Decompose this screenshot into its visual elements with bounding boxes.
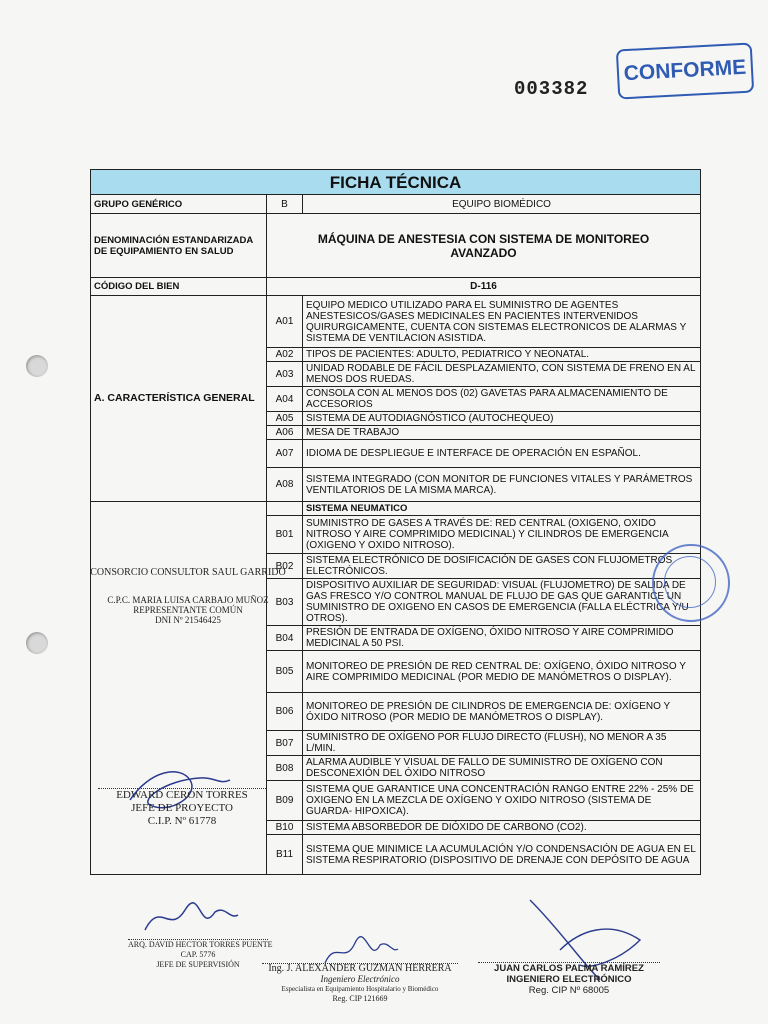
spec-description: SISTEMA QUE MINIMICE LA ACUMULACIÓN Y/O CONDENSACIÓN DE AGUA EN EL SISTEMA RESPIRATORIO (DISPOSITIVO DE DRENAJE CON DEPÓSITO DE AGUA — [303, 835, 701, 875]
palma-cip: Reg. CIP Nº 68005 — [528, 985, 610, 996]
spec-code: A08 — [267, 468, 303, 502]
spec-description: SISTEMA INTEGRADO (CON MONITOR DE FUNCIONES VITALES Y PARÁMETROS VENTILATORIOS DE LA MISMA MARCA). — [303, 468, 701, 502]
spec-code: B04 — [267, 626, 303, 651]
grupo-code: B — [267, 195, 303, 214]
consorcio-dni: DNI Nº 21546425 — [155, 615, 221, 625]
spec-description: SISTEMA QUE GARANTICE UNA CONCENTRACIÓN RANGO ENTRE 22% - 25% DE OXIGENO EN LA MEZCLA DE OXÍGENO Y OXIDO NITROSO (SISTEMA DE GUARDA- HIPOXICA). — [303, 781, 701, 821]
spec-code: B02 — [267, 554, 303, 579]
denominacion-value: MÁQUINA DE ANESTESIA CON SISTEMA DE MONITOREO AVANZADO — [267, 214, 701, 278]
spec-description: DISPOSITIVO AUXILIAR DE SEGURIDAD: VISUAL (FLUJOMETRO) DE SALIDA DE GAS FRESCO Y/O CONTROL MANUAL DE FLUJO DE GAS QUE GARANTICE UN SUMINISTRO DE OXIGENO EN CASOS DE EMERGENCIA (FALLA ELÉCTRICA Y/U OTROS). — [303, 579, 701, 626]
spec-description: SUMINISTRO DE GASES A TRAVÉS DE: RED CENTRAL (OXIGENO, OXIDO NITROSO Y AIRE COMPRIMIDO MEDICINAL) Y CILINDROS DE EMERGENCIA (OXIGENO Y OXIDO NITROSO). — [303, 516, 701, 554]
spec-code: B09 — [267, 781, 303, 821]
jefe-proyecto-name: EDWARD CERON TORRES — [98, 788, 266, 802]
spec-code: B06 — [267, 693, 303, 731]
guzman-cip: Reg. CIP 121669 — [332, 994, 388, 1003]
spec-code: A03 — [267, 362, 303, 387]
guzman-specialty: Especialista en Equipamiento Hospitalario y Biomédico — [281, 985, 439, 993]
spec-description: SUMINISTRO DE OXÍGENO POR FLUJO DIRECTO (FLUSH), NO MENOR A 35 L/MIN. — [303, 731, 701, 756]
palma-title: INGENIERO ELECTRÓNICO — [506, 974, 632, 985]
guzman-title: Ingeniero Electrónico — [320, 974, 400, 984]
subsection-title: SISTEMA NEUMATICO — [303, 502, 701, 516]
spec-code: B01 — [267, 516, 303, 554]
spec-code: A05 — [267, 412, 303, 426]
jefe-proyecto-title: JEFE DE PROYECTO — [131, 802, 233, 814]
palma-name: JUAN CARLOS PALMA RAMÍREZ — [478, 962, 660, 974]
spec-description: ALARMA AUDIBLE Y VISUAL DE FALLO DE SUMINISTRO DE OXÍGENO CON DESCONEXIÓN DEL ÓXIDO NITROSO — [303, 756, 701, 781]
signature-ing-guzman — [262, 963, 458, 1004]
codigo-label: CÓDIGO DEL BIEN — [91, 278, 267, 296]
punch-hole-bottom — [26, 632, 48, 654]
subsection-row — [91, 502, 701, 516]
signature-ing-palma — [478, 962, 660, 996]
spec-code: A04 — [267, 387, 303, 412]
spec-description: SISTEMA ELECTRÓNICO DE DOSIFICACIÓN DE GASES CON FLUJOMETROS ELECTRÓNICOS. — [303, 554, 701, 579]
spec-code: A07 — [267, 440, 303, 468]
signature-jefe-supervision — [128, 939, 273, 970]
spec-description: TIPOS DE PACIENTES: ADULTO, PEDIATRICO Y NEONATAL. — [303, 348, 701, 362]
subsection-code-cell — [267, 502, 303, 516]
section-a-label: A. CARACTERÍSTICA GENERAL — [91, 296, 267, 502]
spec-code: A01 — [267, 296, 303, 348]
spec-code: A06 — [267, 426, 303, 440]
guzman-name: Ing. J. ALEXANDER GUZMAN HERRERA — [262, 963, 458, 974]
spec-description: MESA DE TRABAJO — [303, 426, 701, 440]
spec-description: UNIDAD RODABLE DE FÁCIL DESPLAZAMIENTO, CON SISTEMA DE FRENO EN AL MENOS DOS RUEDAS. — [303, 362, 701, 387]
signature-consorcio — [88, 568, 288, 625]
spec-description: MONITOREO DE PRESIÓN DE RED CENTRAL DE: OXÍGENO, ÓXIDO NITROSO Y AIRE COMPRIMIDO MEDICINAL (POR MEDIO DE MANÓMETROS O DISPLAY). — [303, 651, 701, 693]
jefe-supervision-title: JEFE DE SUPERVISIÓN — [156, 960, 240, 969]
spec-row-a — [91, 296, 701, 348]
spec-description: SISTEMA DE AUTODIAGNÓSTICO (AUTOCHEQUEO) — [303, 412, 701, 426]
grupo-label: GRUPO GENÉRICO — [91, 195, 267, 214]
spec-code: B07 — [267, 731, 303, 756]
codigo-value: D-116 — [267, 278, 701, 296]
jefe-supervision-cap: CAP. 5776 — [180, 950, 216, 959]
spec-description: MONITOREO DE PRESIÓN DE CILINDROS DE EMERGENCIA DE: OXÍGENO Y ÓXIDO NITROSO (POR MEDIO DE MANÓMETROS O DISPLAY). — [303, 693, 701, 731]
grupo-value: EQUIPO BIOMÉDICO — [303, 195, 701, 214]
consorcio-rep-name: C.P.C. MARIA LUISA CARBAJO MUÑOZ — [107, 595, 269, 605]
spec-code: A02 — [267, 348, 303, 362]
spec-description: EQUIPO MEDICO UTILIZADO PARA EL SUMINISTRO DE AGENTES ANESTESICOS/GASES MEDICINALES EN PACIENTES INTERVENIDOS QUIRURGICAMENTE, CUENTA CON SISTEMAS ELECTRONICOS DE ALARMAS Y SISTEMA DE VENTILACION ASISTIDA. — [303, 296, 701, 348]
jefe-supervision-name: ARQ. DAVID HECTOR TORRES PUENTE — [128, 940, 273, 949]
spec-description: SISTEMA ABSORBEDOR DE DIÓXIDO DE CARBONO (CO2). — [303, 821, 701, 835]
conforme-stamp: CONFORME — [616, 42, 754, 99]
consorcio-rep-title: REPRESENTANTE COMÚN — [133, 605, 243, 615]
punch-hole-top — [26, 355, 48, 377]
consorcio-name: CONSORCIO CONSULTOR SAUL GARRIDO — [90, 567, 286, 578]
spec-code: B08 — [267, 756, 303, 781]
signature-scribble-torres — [140, 900, 240, 940]
spec-code: B05 — [267, 651, 303, 693]
spec-code: B03 — [267, 579, 303, 626]
sheet-title: FICHA TÉCNICA — [91, 170, 701, 195]
spec-description: CONSOLA CON AL MENOS DOS (02) GAVETAS PARA ALMACENAMIENTO DE ACCESORIOS — [303, 387, 701, 412]
spec-description: IDIOMA DE DESPLIEGUE E INTERFACE DE OPERACIÓN EN ESPAÑOL. — [303, 440, 701, 468]
institution-seal — [652, 544, 730, 622]
denominacion-label: DENOMINACIÓN ESTANDARIZADA DE EQUIPAMIENTO EN SALUD — [91, 214, 267, 278]
signature-jefe-proyecto — [98, 788, 266, 828]
document-number: 003382 — [514, 78, 589, 100]
jefe-proyecto-cip: C.I.P. Nº 61778 — [147, 815, 217, 827]
spec-code: B11 — [267, 835, 303, 875]
spec-description: PRESIÓN DE ENTRADA DE OXÍGENO, ÓXIDO NITROSO Y AIRE COMPRIMIDO MEDICINAL A 50 PSI. — [303, 626, 701, 651]
spec-code: B10 — [267, 821, 303, 835]
